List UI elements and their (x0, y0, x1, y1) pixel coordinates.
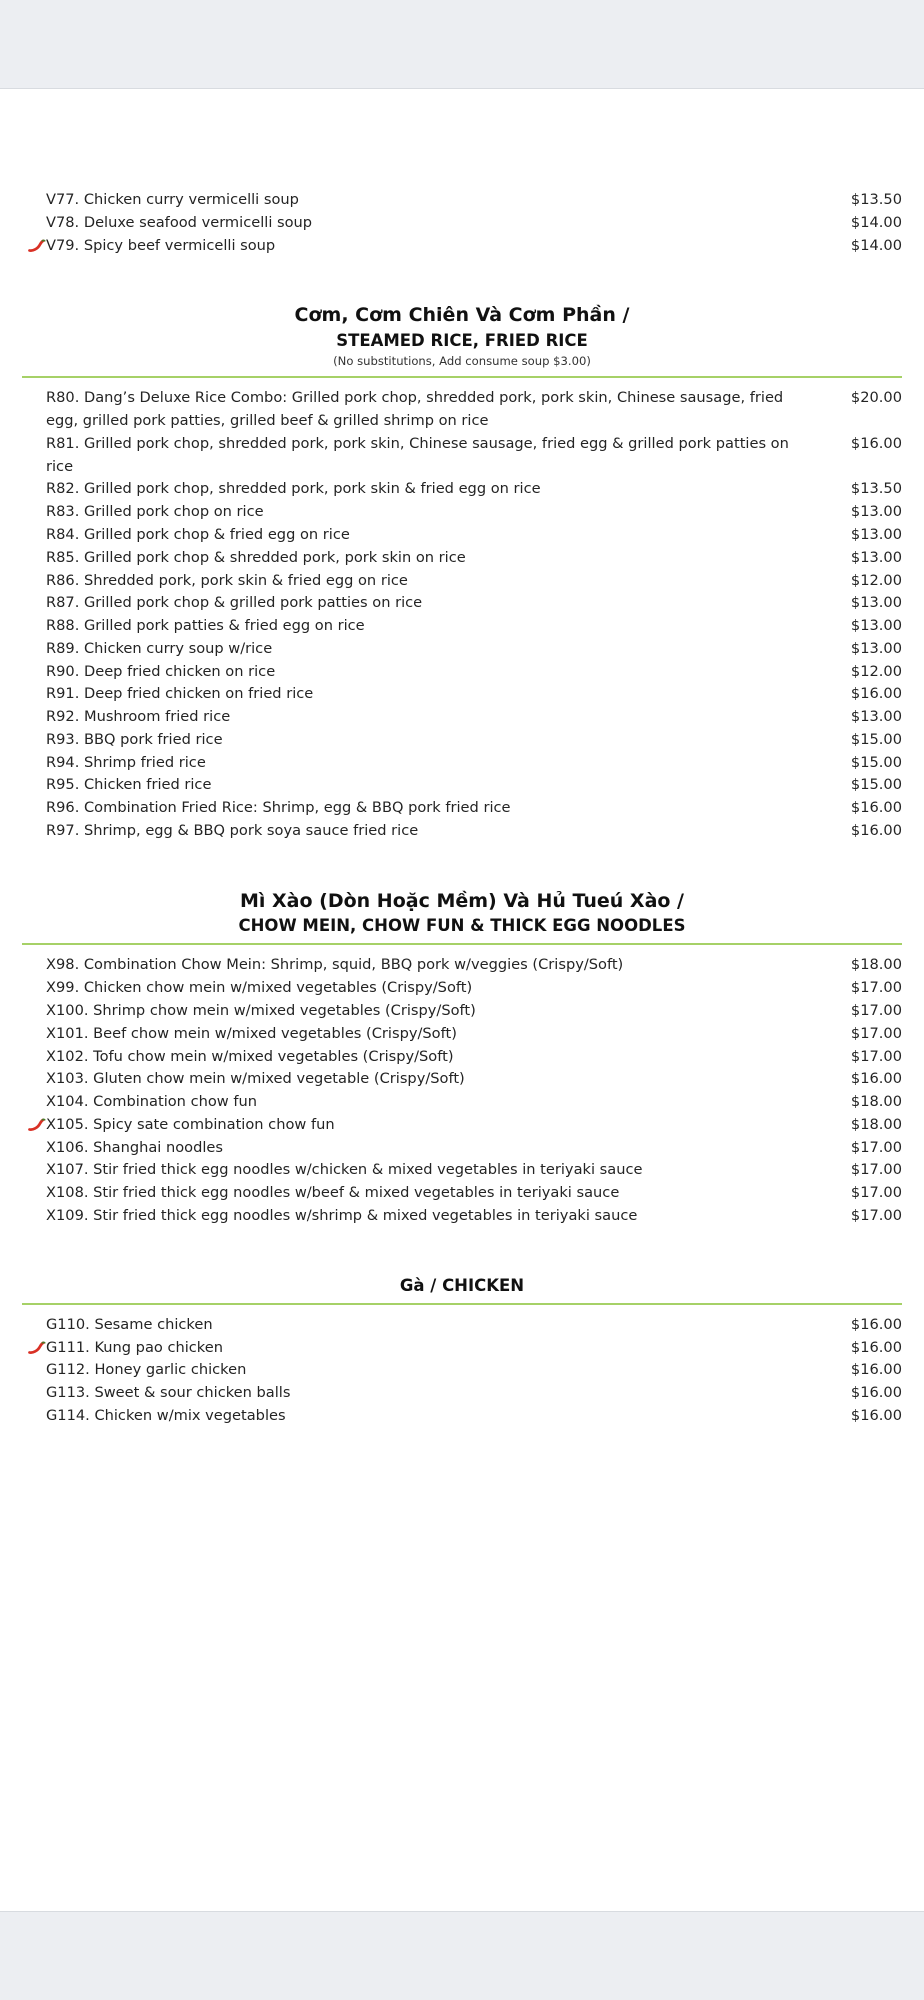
menu-content (22, 89, 902, 1428)
menu-item-row (22, 1068, 902, 1091)
spicy-chili-icon (28, 1117, 46, 1133)
menu-item-row (22, 774, 902, 797)
menu-item-row (22, 977, 902, 1000)
menu-item-name: R97. Shrimp, egg & BBQ pork soya sauce fried rice (46, 821, 419, 839)
menu-item-price: $18.00 (850, 1093, 902, 1111)
menu-item-price: $17.00 (850, 1047, 902, 1065)
menu-item-row (22, 478, 902, 501)
menu-item-name: R93. BBQ pork fried rice (46, 730, 223, 748)
menu-item-price: $16.00 (850, 1384, 902, 1402)
menu-item-price: $13.00 (850, 594, 902, 612)
menu-item-row (22, 1091, 902, 1114)
menu-item-row (22, 729, 902, 752)
menu-item-price: $16.00 (850, 1315, 902, 1333)
menu-item-name: R83. Grilled pork chop on rice (46, 503, 264, 521)
menu-item-price: $16.00 (850, 434, 902, 452)
menu-item-name: V78. Deluxe seafood vermicelli soup (46, 213, 313, 231)
menu-item-price: $17.00 (850, 1024, 902, 1042)
section-heading-english: STEAMED RICE, FRIED RICE (336, 330, 588, 350)
menu-item-price: $16.00 (850, 1361, 902, 1379)
menu-item-name: X106. Shanghai noodles (46, 1138, 223, 1156)
menu-item-name: R91. Deep fried chicken on fried rice (46, 685, 314, 703)
menu-item-name: R87. Grilled pork chop & grilled pork patties on rice (46, 594, 423, 612)
menu-item-row (22, 1337, 902, 1360)
menu-sections (22, 257, 902, 1427)
menu-item-name: R82. Grilled pork chop, shredded pork, pork skin & fried egg on rice (46, 480, 541, 498)
menu-item-price: $16.00 (850, 685, 902, 703)
menu-item-row (22, 387, 902, 433)
menu-item-row (22, 1314, 902, 1337)
menu-item-price: $18.00 (850, 956, 902, 974)
menu-item-name: X109. Stir fried thick egg noodles w/shrimp & mixed vegetables in teriyaki sauce (46, 1206, 638, 1224)
menu-item-price: $17.00 (850, 1161, 902, 1179)
menu-item-row (22, 638, 902, 661)
menu-item-row (22, 592, 902, 615)
menu-item-row (22, 1114, 902, 1137)
section-heading-vietnamese: Mì Xào (Dòn Hoặc Mềm) Và Hủ Tueú Xào / (239, 889, 684, 912)
menu-item-name: G113. Sweet & sour chicken balls (46, 1384, 291, 1402)
menu-item-row (22, 1000, 902, 1023)
section-note: (No substitutions, Add consume soup $3.00) (333, 354, 591, 369)
menu-item-row (22, 1023, 902, 1046)
menu-item-price: $17.00 (850, 979, 902, 997)
menu-item-name: R86. Shredded pork, pork skin & fried egg on rice (46, 571, 408, 589)
menu-sheet (0, 89, 924, 1911)
menu-item-name: X105. Spicy sate combination chow fun (46, 1115, 335, 1133)
menu-section (22, 303, 902, 842)
menu-item-name: X99. Chicken chow mein w/mixed vegetables (Crispy/Soft) (46, 979, 473, 997)
menu-item-row (22, 433, 902, 479)
menu-item-row (22, 1205, 902, 1228)
section-divider (22, 376, 902, 378)
section-divider (22, 1303, 902, 1305)
menu-item-price: $13.50 (850, 191, 902, 208)
menu-item-name: R92. Mushroom fried rice (46, 708, 231, 726)
section-item-list (22, 954, 902, 1227)
menu-item-name: R96. Combination Fried Rice: Shrimp, egg & BBQ pork fried rice (46, 799, 511, 817)
menu-item-name: R81. Grilled pork chop, shredded pork, pork skin, Chinese sausage, fried egg & grilled pork patties on rice (46, 434, 789, 475)
menu-item-price: $13.00 (850, 639, 902, 657)
section-spacer (22, 257, 902, 303)
menu-item-row (22, 235, 902, 258)
menu-item-row (22, 547, 902, 570)
menu-item-price: $17.00 (850, 1002, 902, 1019)
menu-item-name: X101. Beef chow mein w/mixed vegetables (Crispy/Soft) (46, 1024, 457, 1042)
section-heading-english: Gà / CHICKEN (399, 1275, 525, 1295)
menu-item-name: G111. Kung pao chicken (46, 1338, 223, 1356)
menu-item-price: $12.00 (850, 571, 902, 589)
menu-item-price: $16.00 (850, 1338, 902, 1356)
menu-section (22, 889, 902, 1228)
spicy-chili-icon (28, 238, 46, 254)
menu-item-name: G110. Sesame chicken (46, 1315, 213, 1333)
menu-item-price: $16.00 (850, 821, 902, 839)
menu-item-name: R89. Chicken curry soup w/rice (46, 639, 273, 657)
section-spacer (22, 843, 902, 889)
menu-item-price: $18.00 (850, 1115, 902, 1133)
menu-item-name: R85. Grilled pork chop & shredded pork, pork skin on rice (46, 548, 466, 566)
menu-item-row (22, 524, 902, 547)
menu-item-price: $12.00 (850, 662, 902, 680)
menu-item-name: R80. Dang’s Deluxe Rice Combo: Grilled pork chop, shredded pork, pork skin, Chinese sausage, fried egg, grilled pork patties, grilled beef & grilled shrimp on rice (46, 389, 784, 430)
menu-item-name: X108. Stir fried thick egg noodles w/beef & mixed vegetables in teriyaki sauce (46, 1184, 620, 1202)
menu-item-price: $16.00 (850, 799, 902, 817)
menu-item-row (22, 1405, 902, 1428)
menu-item-name: R88. Grilled pork patties & fried egg on rice (46, 617, 365, 635)
menu-item-row (22, 752, 902, 775)
menu-item-name: X107. Stir fried thick egg noodles w/chicken & mixed vegetables in teriyaki sauce (46, 1161, 643, 1179)
menu-item-name: X98. Combination Chow Mein: Shrimp, squid, BBQ pork w/veggies (Crispy/Soft) (46, 956, 624, 974)
menu-item-row (22, 212, 902, 235)
menu-item-row (22, 615, 902, 638)
menu-item-price: $15.00 (850, 776, 902, 794)
spicy-chili-icon (28, 1340, 46, 1356)
menu-item-price: $17.00 (850, 1184, 902, 1202)
menu-item-price: $14.00 (850, 236, 902, 254)
menu-item-row (22, 797, 902, 820)
menu-item-name: X104. Combination chow fun (46, 1093, 257, 1111)
menu-item-name: R90. Deep fried chicken on rice (46, 662, 276, 680)
section-divider (22, 943, 902, 945)
menu-item-row (22, 683, 902, 706)
menu-item-price: $20.00 (850, 389, 902, 407)
menu-item-price: $13.00 (850, 708, 902, 726)
viewer-top-band (0, 0, 924, 89)
menu-item-price: $14.00 (850, 213, 902, 231)
section-heading (22, 1274, 902, 1297)
menu-item-row (22, 820, 902, 843)
menu-item-name: V77. Chicken curry vermicelli soup (46, 191, 299, 208)
menu-item-price: $16.00 (850, 1406, 902, 1424)
menu-item-name: R84. Grilled pork chop & fried egg on rice (46, 526, 350, 544)
menu-item-row (22, 706, 902, 729)
menu-item-name: G114. Chicken w/mix vegetables (46, 1406, 286, 1424)
menu-section (22, 1274, 902, 1428)
menu-item-row (22, 1159, 902, 1182)
section-item-list (22, 387, 902, 842)
menu-item-price: $13.00 (850, 503, 902, 521)
viewer-bottom-band (0, 1911, 924, 2000)
menu-item-price: $13.00 (850, 526, 902, 544)
menu-item-row (22, 1382, 902, 1405)
menu-item-price: $13.00 (850, 548, 902, 566)
section-heading-vietnamese: Cơm, Cơm Chiên Và Cơm Phần / (294, 304, 630, 327)
menu-item-name: R95. Chicken fried rice (46, 776, 212, 794)
menu-item-row (22, 501, 902, 524)
menu-item-row (22, 1182, 902, 1205)
menu-item-name: X100. Shrimp chow mein w/mixed vegetables (Crispy/Soft) (46, 1002, 476, 1019)
menu-item-name: X103. Gluten chow mein w/mixed vegetable (Crispy/Soft) (46, 1070, 465, 1088)
section-heading (22, 889, 902, 938)
menu-item-name: V79. Spicy beef vermicelli soup (46, 236, 276, 254)
menu-item-name: R94. Shrimp fried rice (46, 753, 206, 771)
menu-item-price: $13.50 (850, 480, 902, 498)
menu-item-row (22, 954, 902, 977)
menu-item-price: $17.00 (850, 1138, 902, 1156)
section-heading (22, 303, 902, 370)
section-heading-english: CHOW MEIN, CHOW FUN & THICK EGG NOODLES (238, 916, 686, 936)
menu-item-price: $13.00 (850, 617, 902, 635)
menu-item-row (22, 1359, 902, 1382)
menu-item-row (22, 1137, 902, 1160)
menu-item-name: X102. Tofu chow mein w/mixed vegetables (Crispy/Soft) (46, 1047, 454, 1065)
menu-item-row (22, 570, 902, 593)
menu-item-name: G112. Honey garlic chicken (46, 1361, 247, 1379)
menu-item-row (22, 189, 902, 212)
menu-item-row (22, 1046, 902, 1069)
section-item-list (22, 1314, 902, 1428)
menu-item-price: $15.00 (850, 753, 902, 771)
menu-item-price: $15.00 (850, 730, 902, 748)
section-spacer (22, 1228, 902, 1274)
top-item-list (22, 189, 902, 257)
menu-item-price: $16.00 (850, 1070, 902, 1088)
menu-item-row (22, 661, 902, 684)
menu-item-price: $17.00 (850, 1206, 902, 1224)
